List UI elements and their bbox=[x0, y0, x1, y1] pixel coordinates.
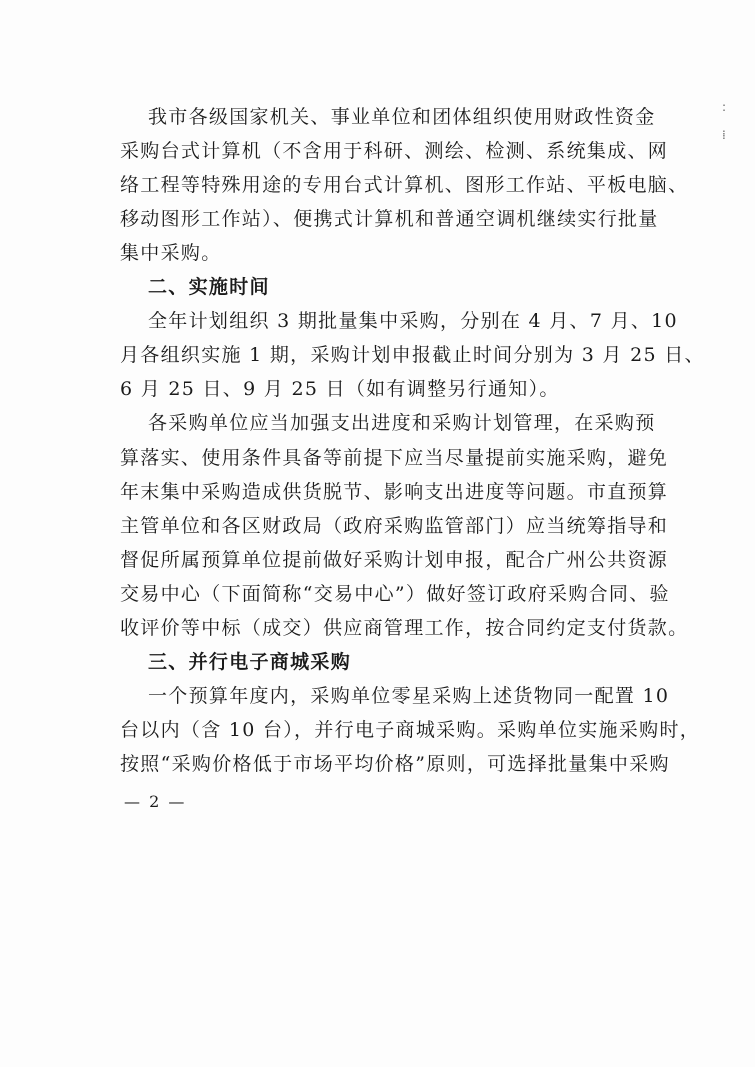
paragraph-line: 按照“采购价格低于市场平均价格”原则，可选择批量集中采购 bbox=[120, 753, 670, 775]
page-number: — 2 — bbox=[124, 792, 187, 811]
paragraph-line: 采购台式计算机（不含用于科研、测绘、检测、系统集成、网 bbox=[120, 140, 669, 162]
paragraph-line: 督促所属预算单位提前做好采购计划申报，配合广州公共资源 bbox=[120, 549, 669, 571]
scan-edge-mark: : bbox=[722, 100, 727, 114]
paragraph-line: 年末集中采购造成供货脱节、影响支出进度等问题。市直预算 bbox=[120, 481, 669, 503]
paragraph-line: 算落实、使用条件具备等前提下应当尽量提前实施采购，避免 bbox=[120, 447, 669, 469]
paragraph-line: 一个预算年度内，采购单位零星采购上述货物同一配置 10 bbox=[148, 685, 670, 707]
paragraph-line: 各采购单位应当加强支出进度和采购计划管理，在采购预 bbox=[148, 412, 656, 434]
paragraph-line: 月各组织实施 1 期，采购计划申报截止时间分别为 3 月 25 日、 bbox=[120, 344, 705, 366]
scan-edge-mark: ⁞ bbox=[722, 128, 726, 142]
paragraph-line: 全年计划组织 3 期批量集中采购，分别在 4 月、7 月、10 bbox=[148, 310, 678, 332]
section-heading: 二、实施时间 bbox=[148, 276, 270, 298]
paragraph-line: 我市各级国家机关、事业单位和团体组织使用财政性资金 bbox=[148, 106, 656, 128]
paragraph-line: 集中采购。 bbox=[120, 242, 222, 264]
paragraph-line: 6 月 25 日、9 月 25 日（如有调整另行通知）。 bbox=[120, 378, 560, 400]
section-heading: 三、并行电子商城采购 bbox=[148, 651, 352, 673]
paragraph-line: 台以内（含 10 台），并行电子商城采购。采购单位实施采购时， bbox=[120, 719, 701, 741]
paragraph-line: 主管单位和各区财政局（政府采购监管部门）应当统筹指导和 bbox=[120, 515, 669, 537]
paragraph-line: 移动图形工作站）、便携式计算机和普通空调机继续实行批量 bbox=[120, 208, 659, 230]
paragraph-line: 络工程等特殊用途的专用台式计算机、图形工作站、平板电脑、 bbox=[120, 174, 689, 196]
paragraph-line: 交易中心（下面简称“交易中心”）做好签订政府采购合同、验 bbox=[120, 583, 670, 605]
paragraph-line: 收评价等中标（成交）供应商管理工作，按合同约定支付货款。 bbox=[120, 617, 689, 639]
